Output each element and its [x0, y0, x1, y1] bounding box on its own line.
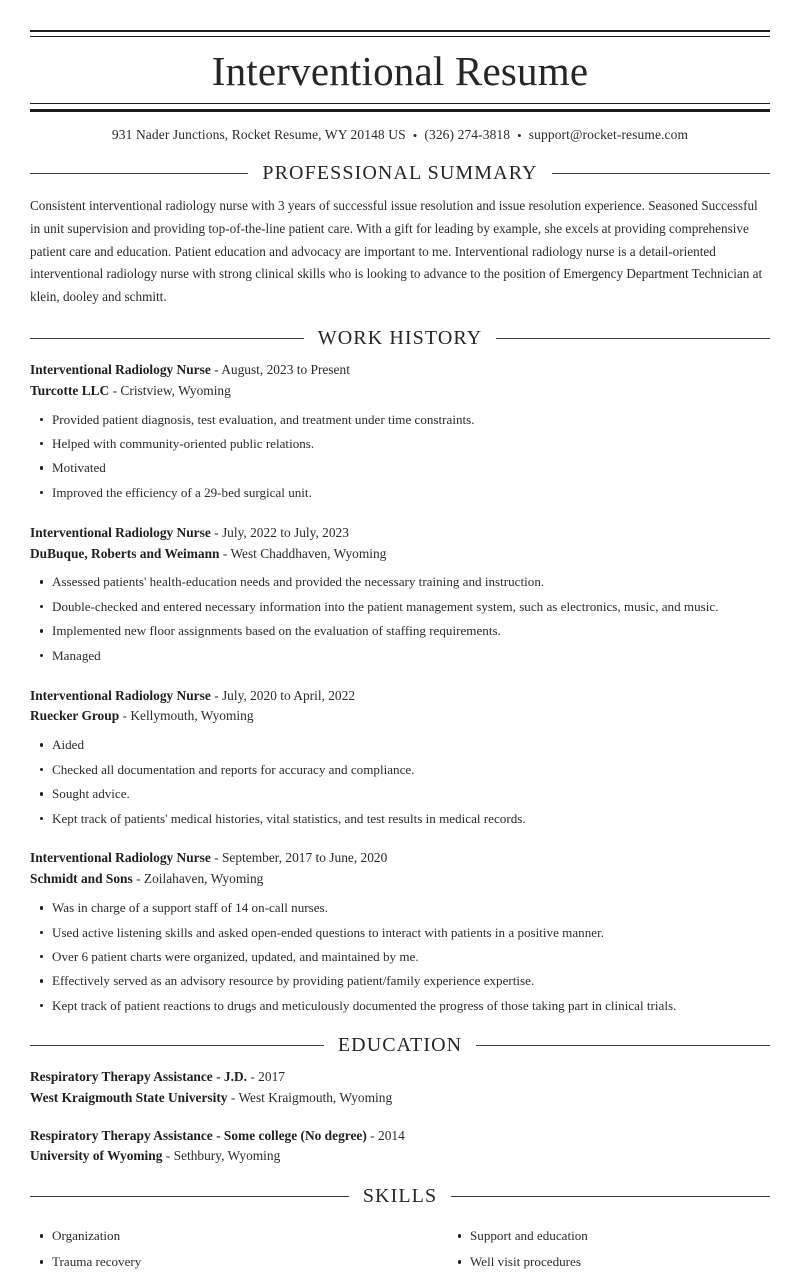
job-title: Interventional Radiology Nurse — [30, 687, 211, 703]
heading-rule-right — [496, 338, 770, 339]
skills-columns — [30, 1218, 770, 1278]
education-school: University of Wyoming — [30, 1148, 163, 1164]
section-heading-education — [30, 1034, 770, 1057]
skills-list-right — [448, 1226, 770, 1272]
job-dash: - — [122, 708, 127, 724]
education-program: Respiratory Therapy Assistance - J.D. — [30, 1068, 247, 1084]
job-title-line — [30, 686, 770, 707]
contact-email[interactable]: support@rocket-resume.com — [528, 127, 689, 143]
job-bullet-list — [30, 735, 770, 828]
contact-separator-2: • — [517, 128, 522, 144]
job-title: Interventional Radiology Nurse — [30, 361, 211, 377]
list-item: Checked all documentation and reports for accuracy and compliance. — [30, 760, 770, 780]
job-dates: July, 2020 to April, 2022 — [221, 687, 356, 703]
heading-rule-left — [30, 338, 304, 339]
education-dash: - — [250, 1068, 255, 1084]
list-item: Managed — [30, 646, 770, 666]
contact-line — [30, 112, 770, 144]
header-bottom-rule — [30, 103, 770, 112]
list-item: Trauma recovery — [30, 1252, 400, 1272]
page-title: Interventional Resume — [211, 48, 589, 94]
list-item: Helped with community-oriented public relations. — [30, 434, 770, 454]
education-year: 2014 — [378, 1127, 405, 1143]
section-heading-summary — [30, 162, 770, 185]
job-title: Interventional Radiology Nurse — [30, 850, 211, 866]
job-dash: - — [214, 687, 219, 703]
education-program-line — [30, 1067, 770, 1088]
skills-column-right — [400, 1218, 770, 1278]
list-item: Motivated — [30, 458, 770, 478]
job-company-line — [30, 869, 770, 890]
job-dash: - — [214, 850, 219, 866]
job-company: Turcotte LLC — [30, 382, 110, 398]
list-item: Sought advice. — [30, 784, 770, 804]
section-label-work: WORK HISTORY — [317, 326, 483, 349]
education-entry — [30, 1126, 770, 1168]
job-company-line — [30, 544, 770, 565]
job-bullet-list — [30, 410, 770, 503]
heading-rule-right — [552, 173, 770, 174]
education-school: West Kraigmouth State University — [30, 1089, 228, 1105]
job-dash: - — [222, 545, 228, 561]
work-history-list — [30, 360, 770, 1016]
education-list — [30, 1067, 770, 1168]
heading-rule-right — [451, 1196, 770, 1197]
job-title-line — [30, 523, 770, 544]
list-item: Effectively served as an advisory resource by providing patient/family experience expertise. — [30, 971, 770, 991]
education-year: 2017 — [258, 1068, 285, 1084]
education-school-line — [30, 1146, 770, 1167]
education-location: West Kraigmouth, Wyoming — [238, 1089, 393, 1105]
list-item: Provided patient diagnosis, test evaluation, and treatment under time constraints. — [30, 410, 770, 430]
list-item: Implemented new floor assignments based on the evaluation of staffing requirements. — [30, 621, 770, 641]
header-top-rule — [30, 30, 770, 37]
job-dates: July, 2022 to July, 2023 — [221, 524, 349, 540]
list-item: Was in charge of a support staff of 14 on-call nurses. — [30, 898, 770, 918]
work-entry — [30, 686, 770, 829]
education-dash: - — [230, 1089, 236, 1105]
list-item: Kept track of patient reactions to drugs and meticulously documented the progress of those taking part in clinical trials. — [30, 996, 770, 1016]
work-entry — [30, 523, 770, 666]
section-heading-skills — [30, 1185, 770, 1208]
skills-list-left — [30, 1226, 400, 1272]
list-item: Double-checked and entered necessary information into the patient management system, such as electronics, music, and music. — [30, 597, 770, 617]
education-entry — [30, 1067, 770, 1109]
contact-address: 931 Nader Junctions, Rocket Resume, WY 20148 US — [111, 127, 406, 143]
job-company: Schmidt and Sons — [30, 871, 133, 887]
job-dash: - — [112, 382, 118, 398]
section-label-education: EDUCATION — [337, 1033, 463, 1056]
work-entry — [30, 848, 770, 1015]
job-title: Interventional Radiology Nurse — [30, 524, 211, 540]
job-bullet-list — [30, 572, 770, 665]
heading-rule-right — [476, 1045, 770, 1046]
job-dates: August, 2023 to Present — [221, 361, 350, 377]
heading-rule-left — [30, 1196, 349, 1197]
job-dates: September, 2017 to June, 2020 — [221, 850, 388, 866]
summary-text: Consistent interventional radiology nurse with 3 years of successful issue resolution and issue resolution experience. Seasoned Successful in unit supervision and providing top-of-the-line patient care. With a gift for leading by example, she excels at providing comprehensive patient care and education. Patient education and advocacy are important to me. Interventional radiology nurse is a detail-oriented interventional radiology nurse with strong clinical skills who is looking to advance to the position of Emergency Department Technician at klein, dooley and schmitt. — [30, 198, 763, 305]
education-location: Sethbury, Wyoming — [173, 1148, 281, 1164]
resume-page — [0, 30, 800, 1270]
list-item: Improved the efficiency of a 29-bed surgical unit. — [30, 483, 770, 503]
list-item: Assessed patients' health-education needs and provided the necessary training and instruction. — [30, 572, 770, 592]
job-dash: - — [214, 361, 219, 377]
heading-rule-left — [30, 1045, 324, 1046]
list-item: Used active listening skills and asked open-ended questions to interact with patients in a positive manner. — [30, 923, 770, 943]
job-company: Ruecker Group — [30, 708, 120, 724]
list-item: Support and education — [448, 1226, 770, 1246]
job-location: West Chaddhaven, Wyoming — [230, 545, 387, 561]
list-item: Organization — [30, 1226, 400, 1246]
education-program: Respiratory Therapy Assistance - Some college (No degree) — [30, 1127, 367, 1143]
job-location: Kellymouth, Wyoming — [130, 708, 254, 724]
skills-column-left — [30, 1218, 400, 1278]
list-item: Over 6 patient charts were organized, updated, and maintained by me. — [30, 947, 770, 967]
contact-phone: (326) 274-3818 — [424, 127, 511, 143]
education-dash: - — [165, 1148, 171, 1164]
education-dash: - — [370, 1127, 375, 1143]
list-item: Well visit procedures — [448, 1252, 770, 1272]
job-location: Zoilahaven, Wyoming — [143, 871, 264, 887]
work-entry — [30, 360, 770, 503]
job-dash: - — [214, 524, 219, 540]
section-label-summary: PROFESSIONAL SUMMARY — [262, 162, 538, 185]
job-company: DuBuque, Roberts and Weimann — [30, 545, 220, 561]
education-school-line — [30, 1088, 770, 1109]
contact-separator-1: • — [412, 128, 418, 144]
job-company-line — [30, 706, 770, 727]
job-dash: - — [136, 871, 141, 887]
section-heading-work — [30, 327, 770, 350]
section-label-skills: SKILLS — [362, 1185, 438, 1208]
job-location: Cristview, Wyoming — [120, 382, 231, 398]
heading-rule-left — [30, 173, 248, 174]
education-program-line — [30, 1126, 770, 1147]
job-title-line — [30, 848, 770, 869]
job-company-line — [30, 381, 770, 402]
list-item: Aided — [30, 735, 770, 755]
job-title-line — [30, 360, 770, 381]
list-item: Kept track of patients' medical histories, vital statistics, and test results in medical records. — [30, 809, 770, 829]
job-bullet-list — [30, 898, 770, 1015]
